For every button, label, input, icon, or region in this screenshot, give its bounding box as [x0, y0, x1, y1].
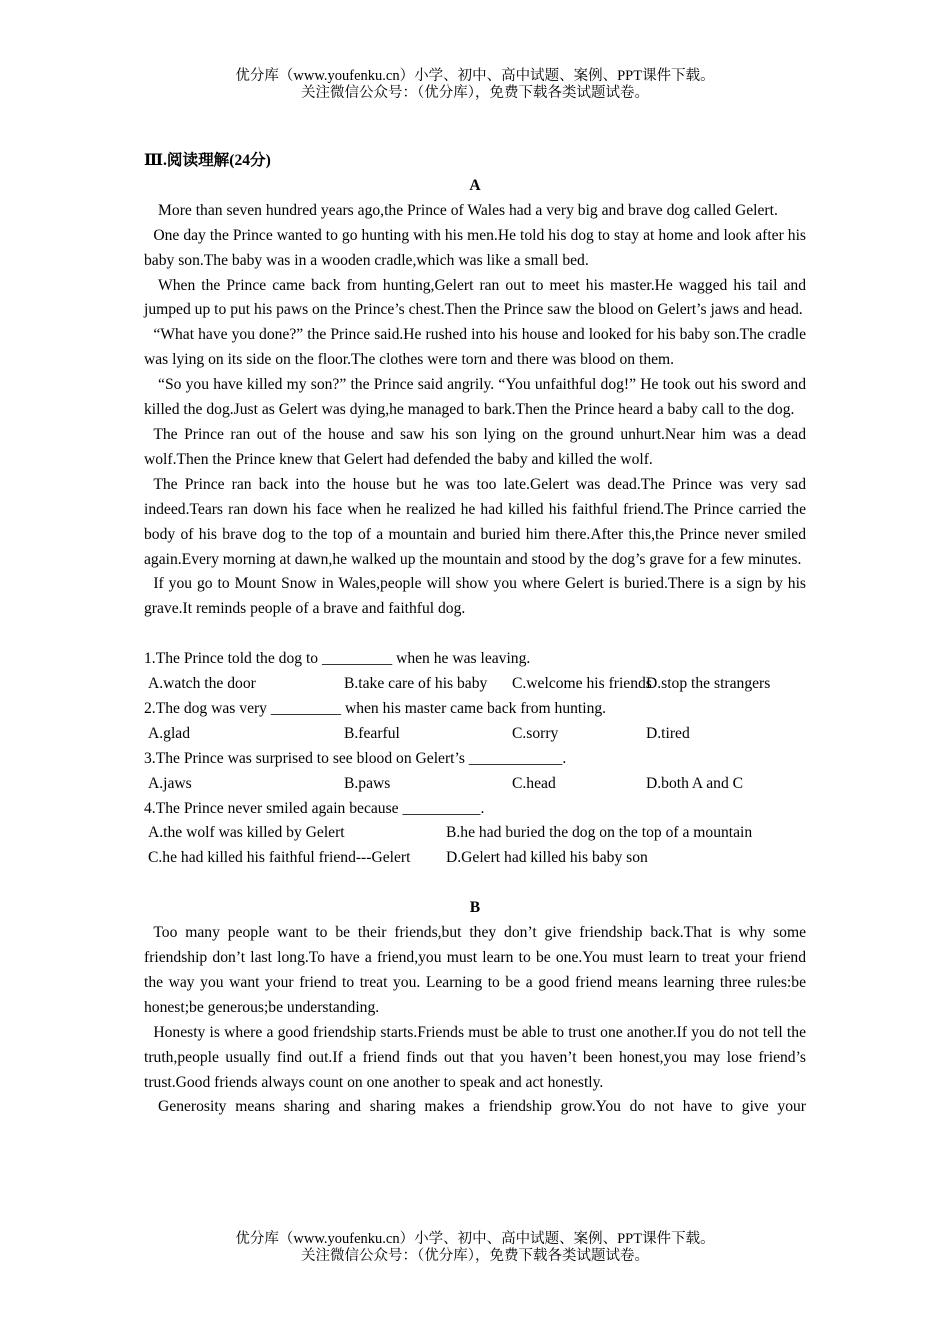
passage-a-paragraph: The Prince ran back into the house but he was too late.Gelert was dead.The Prince was very sad indeed.Tears ran down his face when he realized he had killed his faithful friend.The Prince carried the body of his brave dog to the top of a mountain and buried him there.After this,the Prince never smiled again.Every morning at dawn,he walked up the mountain and stood by the dog’s grave for a few minutes. [144, 475, 806, 568]
passage-b-letter: B [469, 899, 481, 917]
spacer [144, 871, 806, 896]
option-a: A.watch the door [148, 675, 256, 693]
option-c: C.head [512, 774, 556, 792]
question-options [144, 772, 806, 797]
passage-a-paragraph: “So you have killed my son?” the Prince said angrily. “You unfaithful dog!” He took out his sword and killed the dog.Just as Gelert was dying,he managed to bark.Then the Prince heard a baby call to the dog. [144, 376, 806, 419]
question-options [144, 821, 806, 846]
option-b: B.fearful [344, 724, 400, 742]
option-a: A.glad [148, 724, 191, 742]
option-c: C.welcome his friends [512, 675, 652, 693]
question-options [144, 672, 806, 697]
question-stem: 4.The Prince never smiled again because __________. [144, 799, 485, 817]
header-line-2: 关注微信公众号：（优分库），免费下载各类试题试卷。 [301, 85, 649, 101]
section-title: Ⅲ.阅读理解(24分) [144, 152, 271, 169]
page-header [0, 68, 950, 102]
option-c: C.sorry [512, 724, 559, 742]
header-line-1: 优分库（www.youfenku.cn）小学、初中、高中试题、案例、PPT课件下载。 [235, 68, 715, 84]
passage-a-paragraph: The Prince ran out of the house and saw his son lying on the ground unhurt.Near him was a dead wolf.Then the Prince knew that Gelert had defended the baby and killed the wolf. [144, 425, 806, 468]
spacer [144, 622, 806, 647]
passage-a-letter: A [469, 176, 481, 194]
option-d: D.both A and C [646, 774, 744, 792]
question-stem: 2.The dog was very _________ when his master came back from hunting. [144, 699, 607, 717]
option-b: B.take care of his baby [344, 675, 488, 693]
page-footer [0, 1231, 950, 1265]
question-stem: 1.The Prince told the dog to _________ when he was leaving. [144, 650, 531, 668]
passage-b-paragraph: Generosity means sharing and sharing makes a friendship grow.You do not have to give your [158, 1098, 806, 1116]
passage-a-paragraph: If you go to Mount Snow in Wales,people will show you where Gelert is buried.There is a sign by his grave.It reminds people of a brave and faithful dog. [144, 575, 806, 618]
footer-line-1: 优分库（www.youfenku.cn）小学、初中、高中试题、案例、PPT课件下载。 [235, 1231, 715, 1247]
option-a: A.the wolf was killed by Gelert [148, 824, 345, 842]
footer-line-2: 关注微信公众号：（优分库），免费下载各类试题试卷。 [301, 1248, 649, 1264]
passage-a-paragraph: One day the Prince wanted to go hunting with his men.He told his dog to stay at home and look after his baby son.The baby was in a wooden cradle,which was like a small bed. [144, 226, 806, 269]
question-options [144, 846, 806, 871]
option-d: D.stop the strangers [646, 675, 771, 693]
passage-b-paragraph: Too many people want to be their friends,but they don’t give friendship back.That is why some friendship don’t last long.To have a friend,you must learn to be one.You must learn to treat your friend the way you want your friend to treat you. Learning to be a good friend means learning three rules:be honest;be generous;be understanding. [144, 924, 806, 1016]
option-d: D.tired [646, 724, 690, 742]
option-b: B.he had buried the dog on the top of a mountain [446, 824, 753, 842]
passage-a-paragraph: More than seven hundred years ago,the Prince of Wales had a very big and brave dog called Gelert. [158, 201, 778, 219]
passage-a-paragraph: When the Prince came back from hunting,Gelert ran out to meet his master.He wagged his tail and jumped up to put his paws on the Prince’s chest.Then the Prince saw the blood on Gelert’s jaws and head. [144, 276, 806, 319]
option-c: C.he had killed his faithful friend---Gelert [148, 849, 411, 867]
question-stem: 3.The Prince was surprised to see blood on Gelert’s ____________. [144, 749, 567, 767]
option-a: A.jaws [148, 774, 192, 792]
option-d: D.Gelert had killed his baby son [446, 849, 648, 867]
passage-a-paragraph: “What have you done?” the Prince said.He rushed into his house and looked for his baby son.The cradle was lying on its side on the floor.The clothes were torn and there was blood on them. [144, 326, 806, 369]
passage-b-paragraph: Honesty is where a good friendship starts.Friends must be able to trust one another.If you do not tell the truth,people usually find out.If a friend finds out that you haven’t been honest,you may lose friend’s trust.Good friends always count on one another to speak and act honestly. [144, 1023, 806, 1091]
option-b: B.paws [344, 774, 391, 792]
question-options [144, 722, 806, 747]
document-body [144, 149, 806, 1120]
